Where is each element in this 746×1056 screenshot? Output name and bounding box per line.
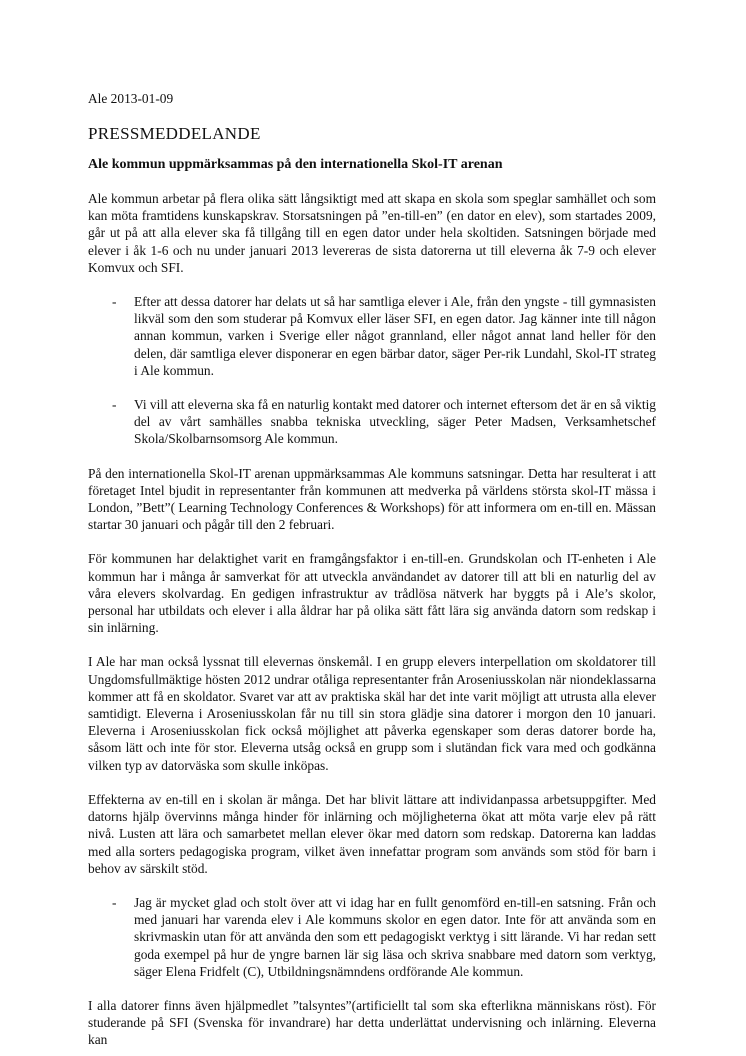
effects-paragraph: Effekterna av en-till en i skolan är många. Det har blivit lättare att individanpassa arbetsuppgifter. Med datorns hjälp övervinns många hinder för inlärning och möjligheterna ökat att möta varje elev på rätt nivå. Lusten att lära och samarbetet mellan elever ökar med datorn som redskap. Datorerna kan laddas med alla sorters pedagogiska program, vilket även innefattar program som används som stöd för barn i behov av särskilt stöd. [88,791,656,876]
bullet-dash: - [112,294,117,310]
bullet-dash: - [112,397,117,413]
document-page [88,90,656,1049]
press-release-label: PRESSMEDDELANDE [88,124,261,143]
students-paragraph: I Ale har man också lyssnat till elevernas önskemål. I en grupp elevers interpellation om skoldatorer till Ungdomsfullmäktige hösten 2012 undrar otåliga representanter från Aroseniusskolan när niondeklassarna kommer att få en skoldator. Svaret var att av praktiska skäl har det inte varit möjligt att utrusta alla elever samtidigt. Eleverna i Aroseniusskolan får nu till sin stora glädje sina datorer i morgon den 10 januari. Eleverna i Aroseniusskolan fick också möjlighet att påverka egenskaper som deras datorer borde ha, såsom lätt och inte för stor. Eleverna utsåg också en grupp som i slutändan fick vara med och godkänna vilken typ av datorväska som skulle inköpas. [88,654,656,773]
headline: Ale kommun uppmärksammas på den internationella Skol-IT arenan [88,157,503,172]
dateline: Ale 2013-01-09 [88,91,174,106]
quote-item-madsen [88,396,656,448]
success-paragraph: För kommunen har delaktighet varit en framgångsfaktor i en-till-en. Grundskolan och IT-enheten i Ale kommun har i många år samverkat för att utveckla användandet av datorer till att bli en naturlig del av våra elevers skolvardag. En gedigen infrastruktur av trådlösa nätverk har byggts på i Ale’s skolor, personal har utbildats och elever i alla åldrar har på olika sätt fått lära sig använda datorn som redskap i sin inlärning. [88,551,656,636]
bett-paragraph: På den internationella Skol-IT arenan uppmärksammas Ale kommuns satsningar. Detta har resulterat i att företaget Intel bjudit in representanter från kommunen att medverka på världens största skol-IT mässa i London, ”Bett”( Learning Technology Conferences & Workshops) för att informera om en-till en. Mässan startar 30 januari och pågår till den 2 februari. [88,465,656,533]
quote-item-lundahl [88,293,656,379]
quote-item-fridfelt [88,894,656,980]
quote-text: Vi vill att eleverna ska få en naturlig kontakt med datorer och internet eftersom det är en så viktig del av vårt samhälles snabba tekniska utveckling, säger Peter Madsen, Verksamhetschef Skola/Skolbarnsomsorg Ale kommun. [134,397,656,447]
intro-paragraph: Ale kommun arbetar på flera olika sätt långsiktigt med att skapa en skola som speglar samhället och som kan möta framtidens kunskapskrav. Storsatsningen på ”en-till-en” (en dator en elev), som startades 2009, går ut på att alla elever ska få tillgång till en egen dator under hela skoltiden. Satsningen började med elever i åk 1-6 och nu under januari 2013 levereras de sista datorerna ut till eleverna åk 7-9 och elever Komvux och SFI. [88,191,656,275]
quote-text: Efter att dessa datorer har delats ut så har samtliga elever i Ale, från den yngste - till gymnasisten likväl som den som studerar på Komvux eller läser SFI, en egen dator. Jag känner inte till någon annan kommun, varken i Sverige eller något grannland, eller något annat land heller för den delen, där samtliga elever disponerar en egen bärbar dator, säger Per-rik Lundahl, Skol-IT strateg i Ale kommun. [134,294,656,378]
speech-synthesis-paragraph: I alla datorer finns även hjälpmedlet ”talsyntes”(artificiellt tal som ska efterlikna människans röst). För studerande på SFI (Svenska för invandrare) har detta underlättat undervisning och inlärning. Eleverna kan [88,997,656,1048]
bullet-dash: - [112,894,117,910]
quote-text: Jag är mycket glad och stolt över att vi idag har en fullt genomförd en-till-en satsning. Från och med januari har varenda elev i Ale kommuns skolor en egen dator. Inte för att använda som en skrivmaskin utan för att använda den som ett pedagogiskt verktyg i sitt lärande. Vi har redan sett goda exempel på hur de yngre barnen lär sig läsa och skriva snabbare med datorn som verktyg, säger Elena Fridfelt (C), Utbildningsnämndens ordförande Ale kommun. [134,894,656,979]
